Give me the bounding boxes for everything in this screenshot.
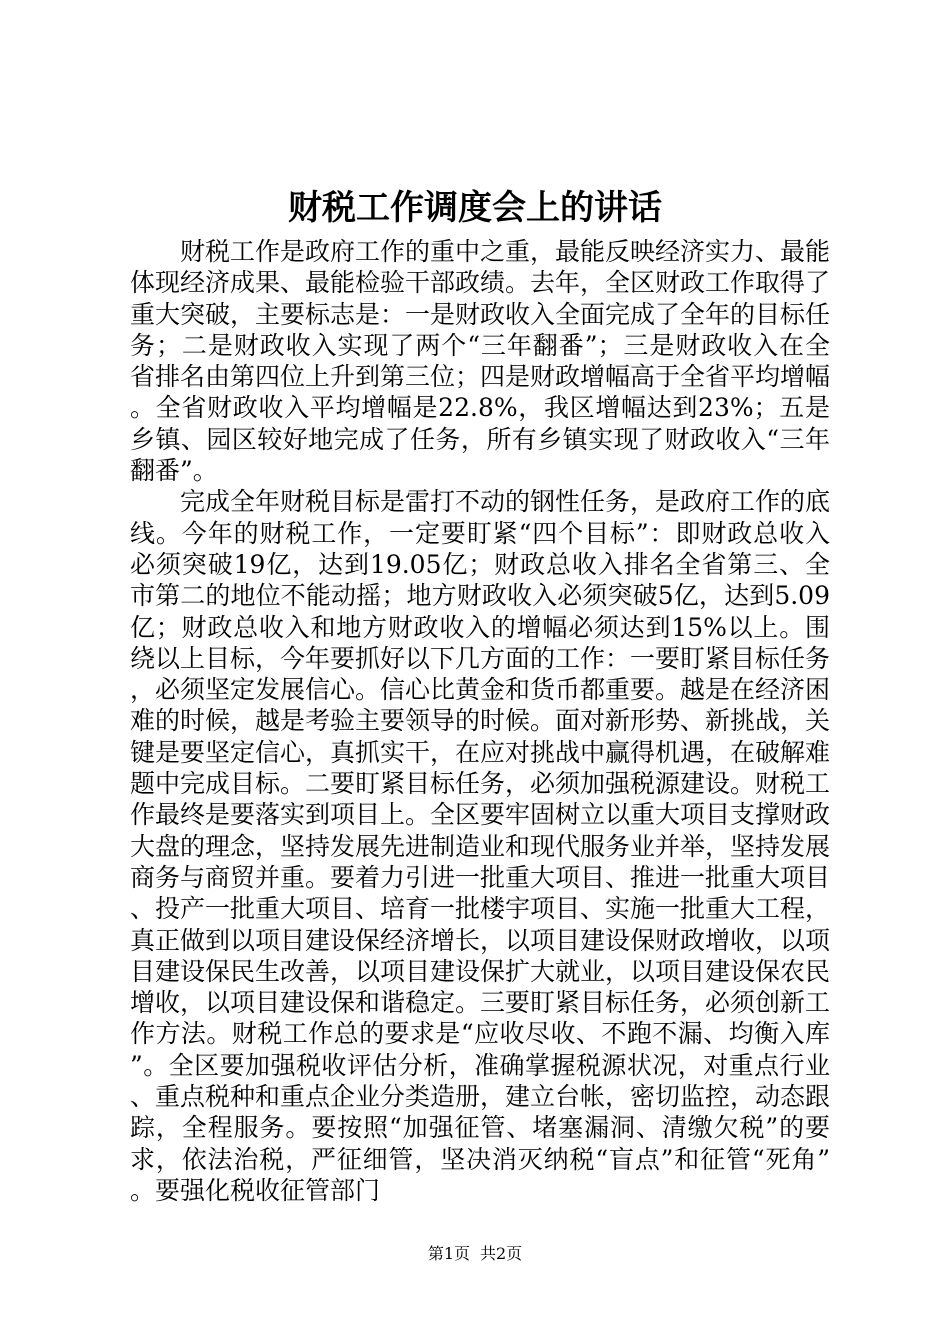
page-number-total: 共2页 — [480, 1244, 523, 1263]
paragraph-1: 财税工作是政府工作的重中之重，最能反映经济实力、最能体现经济成果、最能检验干部政绩。去年，全区财政工作取得了重大突破，主要标志是：一是财政收入全面完成了全年的目标任务；二是财政收入实现了两个“三年翻番”；三是财政收入在全省排名由第四位上升到第三位；四是财政增幅高于全省平均增幅。全省财政收入平均增幅是22.8%，我区增幅达到23%；五是乡镇、园区较好地完成了任务，所有乡镇实现了财政收入“三年翻番”。 — [130, 237, 831, 486]
document-body — [130, 236, 830, 1206]
paragraph-2: 完成全年财税目标是雷打不动的钢性任务，是政府工作的底线。今年的财税工作，一定要盯紧“四个目标”：即财政总收入必须突破19亿，达到19.05亿；财政总收入排名全省第三、全市第二的地位不能动摇；地方财政收入必须突破5亿，达到5.09亿；财政总收入和地方财政收入的增幅必须达到15%以上。围绕以上目标，今年要抓好以下几方面的工作：一要盯紧目标任务，必须坚定发展信心。信心比黄金和货币都重要。越是在经济困难的时候，越是考验主要领导的时候。面对新形势、新挑战，关键是要坚定信心，真抓实干，在应对挑战中赢得机遇，在破解难题中完成目标。二要盯紧目标任务，必须加强税源建设。财税工作最终是要落实到项目上。全区要牢固树立以重大项目支撑财政大盘的理念，坚持发展先进制造业和现代服务业并举，坚持发展商务与商贸并重。要着力引进一批重大项目、推进一批重大项目、投产一批重大项目、培育一批楼宇项目、实施一批重大工程，真正做到以项目建设保经济增长，以项目建设保财政增收，以项目建设保民生改善，以项目建设保扩大就业，以项目建设保农民增收，以项目建设保和谐稳定。三要盯紧目标任务，必须创新工作方法。财税工作总的要求是“应收尽收、不跑不漏、均衡入库”。全区要加强税收评估分析，准确掌握税源状况，对重点行业、重点税种和重点企业分类造册，建立台帐，密切监控，动态跟踪，全程服务。要按照“加强征管、堵塞漏洞、清缴欠税”的要求，依法治税，严征细管，坚决消灭纳税“盲点”和征管“死角”。要强化税收征管部门 — [130, 487, 831, 1205]
page-number-current: 第1页 — [427, 1244, 470, 1263]
document-title: 财税工作调度会上的讲话 — [288, 188, 662, 228]
page-footer — [0, 1244, 950, 1264]
